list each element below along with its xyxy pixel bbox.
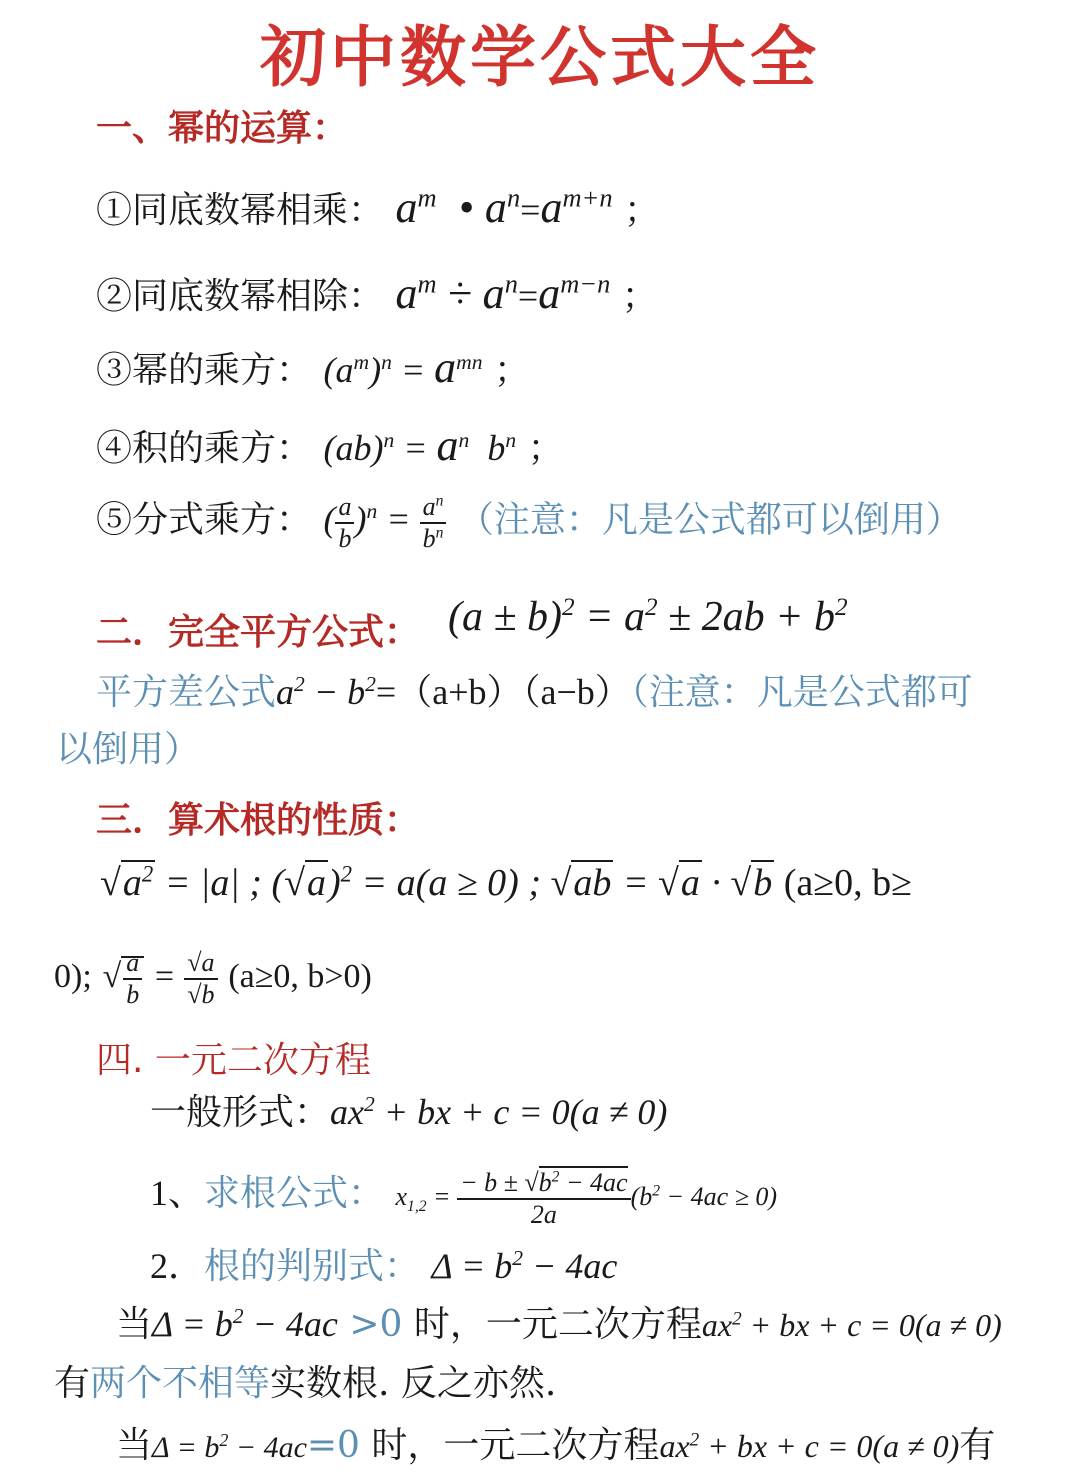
formula-difference-of-squares: 平方差公式$a^2 - b^2=(a+b)(a-b)$（注意：凡是公式都可 <box>96 672 973 713</box>
case-positive-discriminant: 当$\Delta = b^2 - 4ac >0$ 时，一元二次方程$ax^2$ + bx + c = 0(a ≠ 0) <box>116 1304 1002 1345</box>
section-3-heading: 三．算术根的性质： <box>96 800 421 841</box>
case-zero-discriminant: 当$\Delta = b^2 - 4ac=0$ 时，一元二次方程$ax^2$ + bx + c = 0(a ≠ 0)有 <box>116 1425 996 1466</box>
section-1-heading: 一、幂的运算： <box>96 108 349 149</box>
formula-root-quotient: 0); √ $\frac{a}{b}$ = $\frac{√a}{√b}$ (a≥0, b>0) <box>54 948 372 1009</box>
formula-general-form: 一般形式：$ax^2$ + bx + c = 0(a ≠ 0) <box>150 1092 668 1133</box>
formula-quadratic-roots: 1、求根公式： $x_{1,2}$ = $\frac{- b \pm √b^2 - 4ac}{2a}$ $(b^2 - 4ac \ge 0)$ <box>150 1168 778 1229</box>
formula-discriminant: 2．根的判别式： $\Delta = b^2 - 4ac$ <box>150 1246 618 1287</box>
formula-label: ③幂的乘方： <box>96 350 313 391</box>
note-reversible-continued: 以倒用） <box>56 729 201 770</box>
formula-label: ⑤分式乘方： <box>96 499 313 541</box>
formula-label: ④积的乘方： <box>96 428 313 469</box>
formula-power-product: ①同底数幂相乘： $a^m$ • $a^n=a^{m+n}$ ； <box>96 182 660 232</box>
page-title: 初中数学公式大全 <box>260 19 820 96</box>
section-4-heading: 四. 一元二次方程 <box>96 1040 371 1081</box>
formula-label: ②同底数幂相除： <box>96 276 385 317</box>
section-2-heading: 二．完全平方公式： <box>96 612 421 653</box>
formula-perfect-square: $(a \pm b)^2 = a^2 \pm 2ab + b^2$ <box>448 594 848 640</box>
formula-power-quotient: ②同底数幂相除： $a^m \div a^n=a^{m-n}$ ； <box>96 268 658 318</box>
formula-root-properties: $√a^2 = |a|$ ; $(√a)^2 = a(a \ge 0)$ ; √ab = √a · √b (a≥0, b≥ <box>100 861 912 904</box>
formula-label: ①同底数幂相乘： <box>96 190 385 231</box>
note-reversible: （注意：凡是公式都可以倒用） <box>457 499 962 541</box>
formula-power-of-power: ③幂的乘方： $(a^m)^n = a^{mn}$ ； <box>96 343 531 392</box>
formula-fraction-power: ⑤分式乘方： ( $\frac{a}{b}$ )$^n$ = $\frac{a^n}{b^n}$ （注意：凡是公式都可以倒用） <box>96 492 962 553</box>
case-positive-conclusion: 有两个不相等实数根. 反之亦然. <box>54 1363 557 1404</box>
formula-power-of-product: ④积的乘方： $(ab)^n = a^n$ $b^n$ ； <box>96 421 564 470</box>
